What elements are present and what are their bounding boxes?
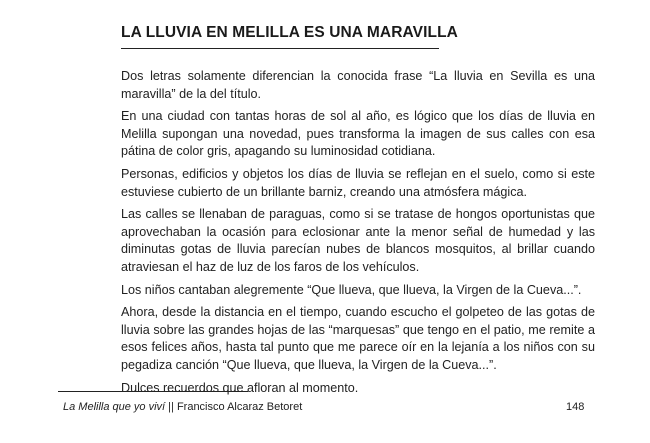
paragraph: Dulces recuerdos que afloran al momento. bbox=[121, 380, 359, 395]
title-underline bbox=[121, 48, 439, 49]
footer-separator: || bbox=[165, 401, 177, 413]
paragraph: En una ciudad con tantas horas de sol al año, es lógico que los días de lluvia en Melilla supongan una novedad, pues transforma la imagen de sus calles con esa pátina de color gris, apagando su luminosidad cotidiana. bbox=[121, 109, 595, 159]
page-number: 148 bbox=[566, 401, 585, 413]
footer-divider bbox=[58, 391, 248, 392]
paragraph: Personas, edificios y objetos los días de lluvia se reflejan en el suelo, como si este estuviese cubierto de un brillante barniz, creando una atmósfera mágica. bbox=[121, 166, 595, 199]
paragraph: Las calles se llenaban de paraguas, como si se tratase de hongos oportunistas que aprovechaban la ocasión para eclosionar ante la menor señal de humedad y las diminutas gotas de lluvia parecían nubes de blancos mosquitos, al brillar cuando atraviesan el haz de luz de los faros de los vehículos. bbox=[121, 207, 595, 274]
paragraph: Dos letras solamente diferencian la conocida frase “La lluvia en Sevilla es una maravilla” de la del título. bbox=[121, 69, 595, 101]
paragraph: Los niños cantaban alegremente “Que llueva, que llueva, la Virgen de la Cueva...”. bbox=[121, 282, 582, 297]
article-title: LA LLUVIA EN MELILLA ES UNA MARAVILLA bbox=[121, 24, 458, 41]
article-body bbox=[121, 68, 595, 402]
author-name: Francisco Alcaraz Betoret bbox=[176, 401, 303, 413]
running-footer bbox=[63, 401, 302, 413]
book-title: La Melilla que yo viví bbox=[63, 401, 166, 413]
paragraph: Ahora, desde la distancia en el tiempo, cuando escucho el golpeteo de las gotas de lluvia sobre las grandes hojas de las “marquesas” que tengo en el patio, me remite a esos felices años, hasta tal punto que me parece oír en la lejanía a los niños con su pegadiza canción “Que llueva, que llueva, la Virgen de la Cueva...”. bbox=[121, 305, 595, 372]
